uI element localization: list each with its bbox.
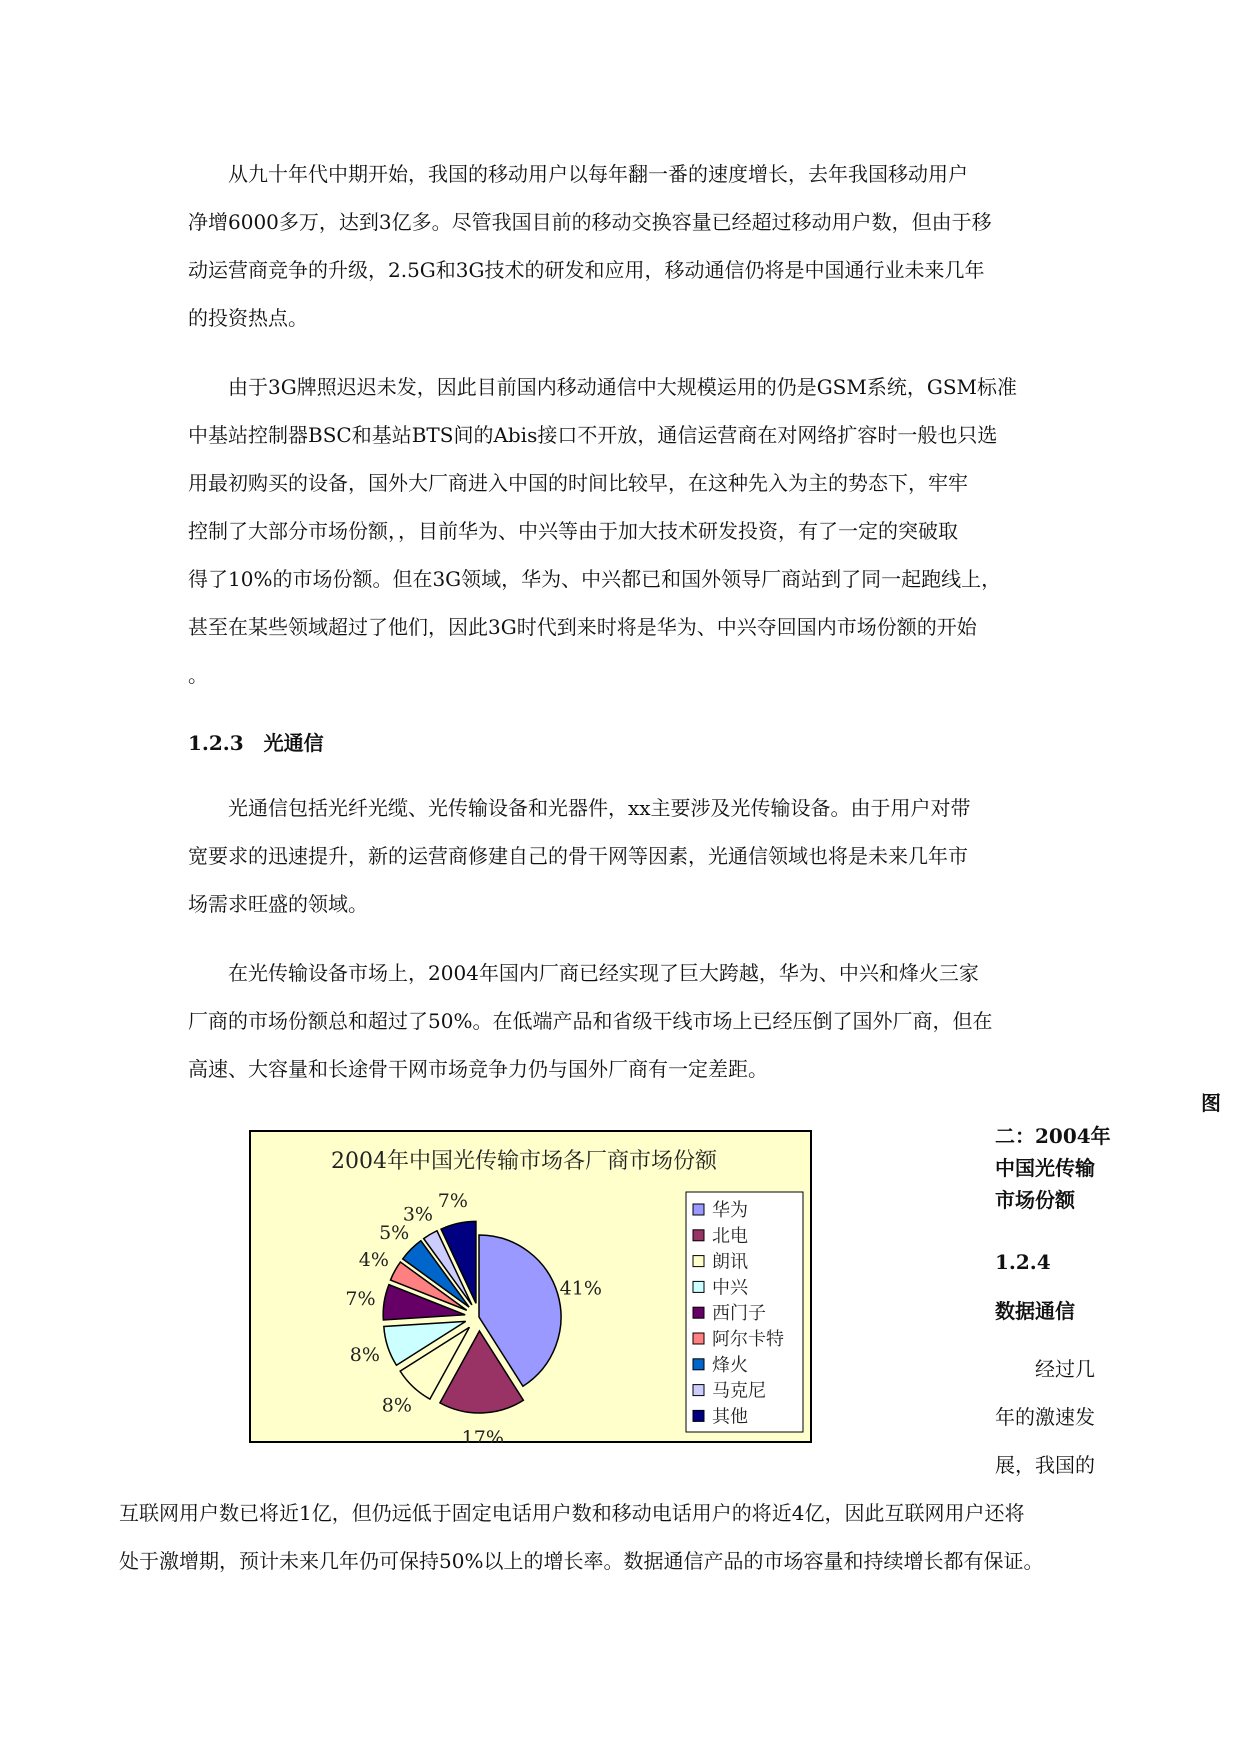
text-line: 光通信包括光纤光缆、光传输设备和光器件，xx主要涉及光传输设备。由于用户对带 [188,796,971,820]
text-line: 经过几 [1015,1357,1095,1381]
text-line: 用最初购买的设备，国外大厂商进入中国的时间比较早，在这种先入为主的势态下，牢牢 [188,471,968,495]
pie-data-label: 8% [381,1394,412,1417]
text-line: 甚至在某些领域超过了他们，因此3G时代到来时将是华为、中兴夺回国内市场份额的开始 [188,615,977,639]
section-heading-1-2-3: 1.2.3 光通信 [188,731,324,755]
legend-swatch [693,1204,704,1215]
pie-data-label: 7% [437,1189,468,1212]
caption-line: 二：2004年 [995,1124,1111,1148]
text-line: 处于激增期，预计未来几年仍可保持50%以上的增长率。数据通信产品的市场容量和持续增长都有保证。 [119,1549,1044,1573]
text-line: 年的激速发 [995,1405,1095,1429]
legend-swatch [693,1385,704,1396]
text-line: 中基站控制器BSC和基站BTS间的Abis接口不开放，通信运营商在对网络扩容时一般也只选 [188,423,998,447]
legend-label: 朗讯 [712,1251,748,1273]
legend-label: 北电 [712,1225,748,1247]
legend-label: 马克尼 [712,1380,766,1402]
text-line: 由于3G牌照迟迟未发，因此目前国内移动通信中大规模运用的仍是GSM系统，GSM标准 [188,375,1018,399]
text-line: 得了10%的市场份额。但在3G领域，华为、中兴都已和国外领导厂商站到了同一起跑线上， [188,567,1002,591]
section-heading-1-2-4-number: 1.2.4 [995,1250,1051,1274]
chart-title: 2004年中国光传输市场各厂商市场份额 [331,1149,717,1174]
text-line: 展，我国的 [995,1453,1095,1477]
text-line: 厂商的市场份额总和超过了50%。在低端产品和省级干线市场上已经压倒了国外厂商，但在 [188,1009,993,1033]
section-heading-1-2-4-title: 数据通信 [995,1299,1075,1323]
text-line: 从九十年代中期开始，我国的移动用户以每年翻一番的速度增长，去年我国移动用户 [188,162,968,186]
pie-data-label: 17% [461,1426,504,1443]
caption-line: 市场份额 [995,1188,1075,1212]
legend-label: 西门子 [712,1303,766,1325]
legend-label: 华为 [712,1200,748,1221]
legend-swatch [693,1410,704,1421]
text-line: 动运营商竞争的升级，2.5G和3G技术的研发和应用，移动通信仍将是中国通行业未来几年 [188,258,985,282]
legend-label: 中兴 [712,1277,748,1299]
pie-data-label: 8% [349,1344,380,1367]
legend-label: 其他 [712,1406,748,1428]
pie-chart-svg [249,1130,812,1443]
legend-swatch [693,1333,704,1344]
text-line: 的投资热点。 [188,306,308,330]
legend-label: 阿尔卡特 [712,1329,784,1350]
legend-label: 烽火 [712,1354,748,1376]
pie-data-label: 7% [345,1288,376,1311]
pie-data-label: 3% [402,1203,433,1226]
legend-swatch [693,1359,704,1370]
legend-swatch [693,1256,704,1267]
caption-line: 中国光传输 [995,1156,1095,1180]
legend-swatch [693,1281,704,1292]
text-line: 。 [188,663,208,687]
legend-swatch [693,1230,704,1241]
text-line: 场需求旺盛的领域。 [188,892,368,916]
text-line: 在光传输设备市场上，2004年国内厂商已经实现了巨大跨越，华为、中兴和烽火三家 [188,961,979,985]
pie-data-label: 4% [358,1249,389,1272]
pie-data-label: 5% [379,1222,410,1245]
text-line: 互联网用户数已将近1亿，但仍远低于固定电话用户数和移动电话用户的将近4亿，因此互联网用户还将 [119,1501,1025,1525]
figure-label: 图 [1201,1091,1221,1115]
text-line: 宽要求的迅速提升，新的运营商修建自己的骨干网等因素，光通信领域也将是未来几年市 [188,844,968,868]
pie-chart [249,1130,812,1443]
text-line: 高速、大容量和长途骨干网市场竞争力仍与国外厂商有一定差距。 [188,1057,768,1081]
legend-swatch [693,1307,704,1318]
text-line: 控制了大部分市场份额，，目前华为、中兴等由于加大技术研发投资，有了一定的突破取 [188,519,958,543]
pie-data-label: 41% [559,1277,602,1300]
text-line: 净增6000多万，达到3亿多。尽管我国目前的移动交换容量已经超过移动用户数，但由于移 [188,210,992,234]
